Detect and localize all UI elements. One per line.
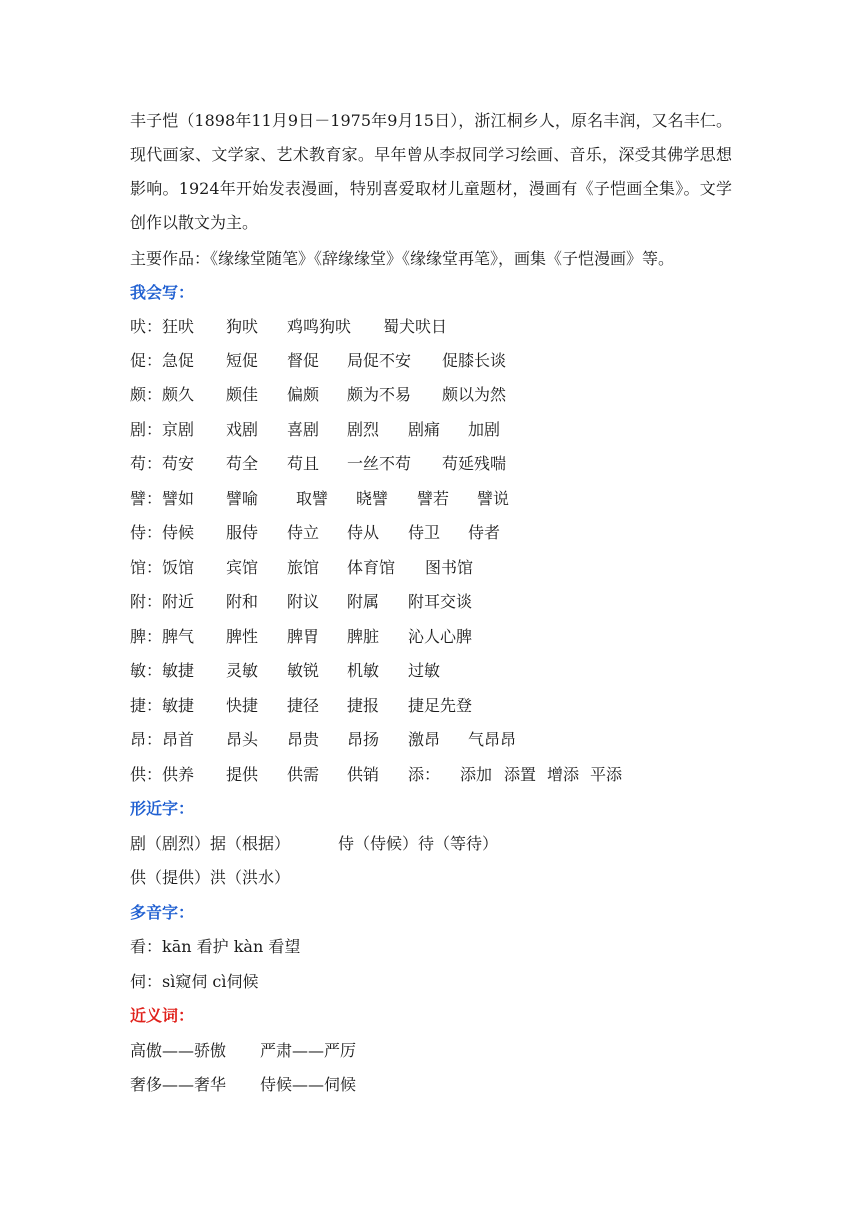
row-item: 图书馆 [425, 558, 474, 577]
section-heading-synonyms: 近义词： [130, 1006, 195, 1025]
row-item: 捷足先登 [408, 696, 473, 715]
row-item: 颇：颇久 [130, 385, 195, 404]
section-heading-write: 我会写： [130, 283, 195, 302]
row-item: 吠：狂吠 [130, 317, 195, 336]
row-item: 服侍 [226, 523, 259, 542]
row-item: 侍者 [468, 523, 501, 542]
row-item: 颇以为然 [442, 385, 507, 404]
row-item: 灵敏 [226, 661, 259, 680]
row-item: 脾脏 [347, 627, 380, 646]
row-item: 供销 [347, 765, 380, 784]
row-item: 督促 [287, 351, 320, 370]
row-item: 供需 [287, 765, 320, 784]
row-item: 提供 [226, 765, 259, 784]
row-item: 敏锐 [287, 661, 320, 680]
row-item: 附耳交谈 [408, 592, 473, 611]
row-item: 伺：sì窥伺 cì伺候 [130, 972, 259, 991]
row-item: 苟且 [287, 454, 320, 473]
row-item: 附：附近 [130, 592, 195, 611]
row-item: 蜀犬吠日 [383, 317, 448, 336]
row-item: 昂扬 [347, 730, 380, 749]
row-item: 昂贵 [287, 730, 320, 749]
row-item: 高傲——骄傲 [130, 1041, 227, 1060]
row-item: 添加 [460, 765, 493, 784]
row-item: 脾胃 [287, 627, 320, 646]
row-item: 苟：苟安 [130, 454, 195, 473]
row-item: 狗吠 [226, 317, 259, 336]
row-item: 捷：敏捷 [130, 696, 195, 715]
row-item: 附议 [287, 592, 320, 611]
author-intro [130, 104, 732, 240]
row-item: 譬喻 [226, 489, 259, 508]
row-item: 气昂昂 [468, 730, 517, 749]
row-item: 侍（侍候）待（等待） [338, 834, 499, 853]
section-heading-polyphonic: 多音字： [130, 903, 195, 922]
row-item: 促：急促 [130, 351, 195, 370]
row-item: 看：kān 看护 kàn 看望 [130, 937, 301, 956]
row-item: 激昂 [408, 730, 441, 749]
main-works: 主要作品：《缘缘堂随笔》《辞缘缘堂》《缘缘堂再笔》，画集《子恺漫画》等。 [130, 249, 675, 268]
row-item: 捷径 [287, 696, 320, 715]
row-item: 馆：饭馆 [130, 558, 195, 577]
row-item: 偏颇 [287, 385, 320, 404]
row-item: 譬说 [477, 489, 510, 508]
row-item: 喜剧 [287, 420, 320, 439]
row-item: 脾性 [226, 627, 259, 646]
row-item: 剧：京剧 [130, 420, 195, 439]
row-item: 昂头 [226, 730, 259, 749]
author-intro-text: 丰子恺（1898年11月9日－1975年9月15日），浙江桐乡人，原名丰润，又名丰仁。现代画家、文学家、艺术教育家。早年曾从李叔同学习绘画、音乐，深受其佛学思想影响。1924年开始发表漫画，特别喜爱取材儿童题材，漫画有《子恺画全集》。文学创作以散文为主。 [130, 111, 732, 232]
row-item: 体育馆 [347, 558, 396, 577]
section-heading-similar: 形近字： [130, 799, 195, 818]
row-item: 昂：昂首 [130, 730, 195, 749]
row-item: 侍候——伺候 [260, 1075, 357, 1094]
row-item: 沁人心脾 [408, 627, 473, 646]
row-item: 剧（剧烈）据（根据） [130, 834, 291, 853]
row-item: 苟全 [226, 454, 259, 473]
row-item: 侍立 [287, 523, 320, 542]
row-item: 严肃——严厉 [260, 1041, 357, 1060]
row-item: 快捷 [226, 696, 259, 715]
row-item: 鸡鸣狗吠 [287, 317, 352, 336]
row-item: 促膝长谈 [442, 351, 507, 370]
row-item: 机敏 [347, 661, 380, 680]
row-item: 侍卫 [408, 523, 441, 542]
row-item: 颇佳 [226, 385, 259, 404]
row-item: 剧烈 [347, 420, 380, 439]
row-item: 剧痛 [408, 420, 441, 439]
row-item: 供（提供）洪（洪水） [130, 868, 291, 887]
row-item: 增添 [547, 765, 580, 784]
row-item: 苟延残喘 [442, 454, 507, 473]
row-item: 过敏 [408, 661, 441, 680]
row-item: 侍从 [347, 523, 380, 542]
row-item: 加剧 [468, 420, 501, 439]
row-item: 敏：敏捷 [130, 661, 195, 680]
row-item: 脾：脾气 [130, 627, 195, 646]
row-item: 侍：侍候 [130, 523, 195, 542]
row-item: 譬：譬如 [130, 489, 195, 508]
row-item: 供：供养 [130, 765, 195, 784]
row-item: 添置 [504, 765, 537, 784]
row-item: 颇为不易 [347, 385, 412, 404]
row-item: 旅馆 [287, 558, 320, 577]
row-item: 局促不安 [347, 351, 412, 370]
row-item: 短促 [226, 351, 259, 370]
row-item: 取譬 [296, 489, 329, 508]
row-item: 宾馆 [226, 558, 259, 577]
row-item: 戏剧 [226, 420, 259, 439]
row-item: 捷报 [347, 696, 380, 715]
row-item: 一丝不苟 [347, 454, 412, 473]
row-item: 平添 [590, 765, 623, 784]
row-item: 晓譬 [356, 489, 389, 508]
row-item: 奢侈——奢华 [130, 1075, 227, 1094]
row-item: 附和 [226, 592, 259, 611]
row-item: 附属 [347, 592, 380, 611]
row-item: 添： [408, 765, 441, 784]
row-item: 譬若 [417, 489, 450, 508]
